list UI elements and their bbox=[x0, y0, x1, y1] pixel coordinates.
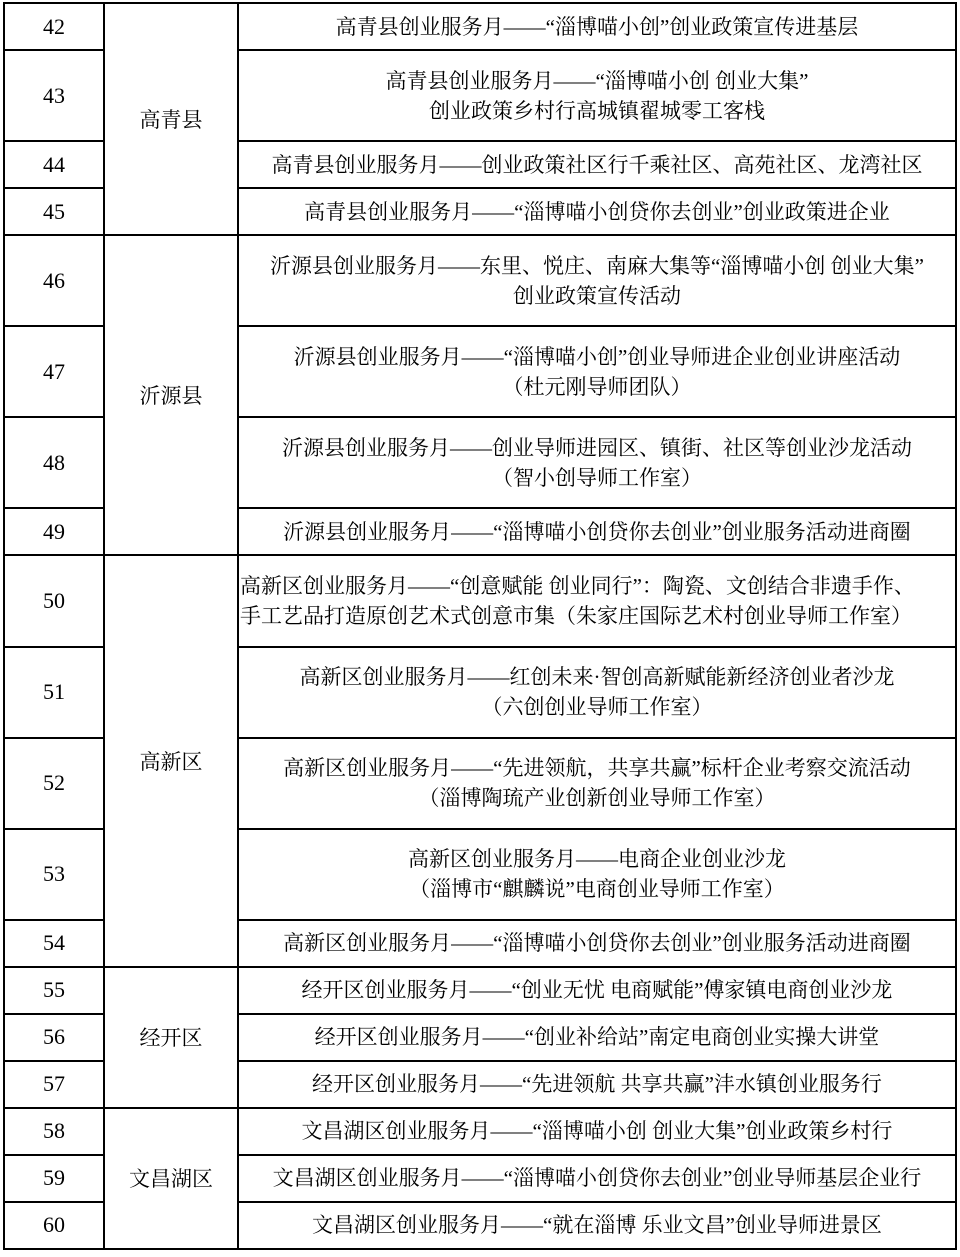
activity-cell bbox=[238, 1014, 956, 1061]
row-number: 56 bbox=[4, 1014, 104, 1061]
activity-cell bbox=[238, 647, 956, 738]
activity-line: 高青县创业服务月——“淄博喵小创”创业政策宣传进基层 bbox=[335, 14, 859, 39]
activity-cell bbox=[238, 1061, 956, 1108]
activity-line: 高青县创业服务月——“淄博喵小创贷你去创业”创业政策进企业 bbox=[304, 199, 890, 224]
row-number: 60 bbox=[4, 1202, 104, 1249]
activity-line: 高青县创业服务月——“淄博喵小创 创业大集” bbox=[385, 68, 809, 93]
activity-line: 高新区创业服务月——红创未来·智创高新赋能新经济创业者沙龙 bbox=[299, 665, 895, 690]
activity-cell bbox=[238, 920, 956, 967]
activity-line: 高新区创业服务月——电商企业创业沙龙 bbox=[408, 847, 786, 872]
row-number: 55 bbox=[4, 967, 104, 1014]
table-row bbox=[4, 967, 956, 1014]
activity-line: （杜元刚导师团队） bbox=[502, 374, 692, 399]
activity-cell bbox=[238, 188, 956, 235]
activity-line: 文昌湖区创业服务月——“淄博喵小创 创业大集”创业政策乡村行 bbox=[301, 1119, 893, 1144]
activity-cell bbox=[238, 1202, 956, 1249]
activity-line: 经开区创业服务月——“先进领航 共享共赢”沣水镇创业服务行 bbox=[312, 1072, 882, 1097]
activity-cell bbox=[238, 235, 956, 326]
row-number: 52 bbox=[4, 738, 104, 829]
activity-line: （淄博市“麒麟说”电商创业导师工作室） bbox=[409, 877, 785, 902]
row-number: 49 bbox=[4, 508, 104, 555]
district-cell-yiyuan: 沂源县 bbox=[104, 235, 238, 555]
activity-line: 文昌湖区创业服务月——“淄博喵小创贷你去创业”创业导师基层企业行 bbox=[272, 1166, 922, 1191]
activity-line: 经开区创业服务月——“创业补给站”南定电商创业实操大讲堂 bbox=[314, 1025, 880, 1050]
activity-cell bbox=[238, 326, 956, 417]
district-cell-wenchanghu: 文昌湖区 bbox=[104, 1108, 238, 1249]
activity-line: 高新区创业服务月——“创意赋能 创业同行”：陶瓷、文创结合非遗手作、 bbox=[240, 573, 915, 598]
row-number: 44 bbox=[4, 141, 104, 188]
activity-line: （六创创业导师工作室） bbox=[481, 695, 713, 720]
row-number: 48 bbox=[4, 417, 104, 508]
row-number: 46 bbox=[4, 235, 104, 326]
row-number: 42 bbox=[4, 3, 104, 50]
district-cell-gaoxin: 高新区 bbox=[104, 555, 238, 966]
activity-cell bbox=[238, 417, 956, 508]
table-row bbox=[4, 235, 956, 326]
row-number: 50 bbox=[4, 555, 104, 646]
activity-line: 高新区创业服务月——“淄博喵小创贷你去创业”创业服务活动进商圈 bbox=[283, 931, 911, 956]
activity-line: 文昌湖区创业服务月——“就在淄博 乐业文昌”创业导师进景区 bbox=[312, 1213, 882, 1238]
activity-cell bbox=[238, 829, 956, 920]
row-number: 57 bbox=[4, 1061, 104, 1108]
activity-cell bbox=[238, 555, 956, 646]
activity-cell bbox=[238, 141, 956, 188]
table-row bbox=[4, 555, 956, 646]
activity-cell bbox=[238, 738, 956, 829]
activity-line: 高新区创业服务月——“先进领航，共享共赢”标杆企业考察交流活动 bbox=[283, 756, 911, 781]
activity-line: 创业政策乡村行高城镇翟城零工客栈 bbox=[429, 98, 765, 123]
activity-cell bbox=[238, 967, 956, 1014]
table-row bbox=[4, 3, 956, 50]
district-cell-gaoqing: 高青县 bbox=[104, 3, 238, 235]
activity-cell bbox=[238, 3, 956, 50]
row-number: 47 bbox=[4, 326, 104, 417]
activity-cell bbox=[238, 50, 956, 141]
row-number: 51 bbox=[4, 647, 104, 738]
table-row bbox=[4, 1108, 956, 1155]
activity-line: 高青县创业服务月——创业政策社区行千乘社区、高苑社区、龙湾社区 bbox=[271, 152, 923, 177]
row-number: 59 bbox=[4, 1155, 104, 1202]
activity-line: （淄博陶琉产业创新创业导师工作室） bbox=[418, 786, 776, 811]
district-cell-jingkai: 经开区 bbox=[104, 967, 238, 1108]
activity-line: 沂源县创业服务月——创业导师进园区、镇街、社区等创业沙龙活动 bbox=[282, 435, 912, 460]
activity-line: 沂源县创业服务月——“淄博喵小创”创业导师进企业创业讲座活动 bbox=[293, 344, 901, 369]
row-number: 45 bbox=[4, 188, 104, 235]
row-number: 54 bbox=[4, 920, 104, 967]
activity-line: （智小创导师工作室） bbox=[492, 465, 702, 490]
activity-line: 创业政策宣传活动 bbox=[513, 283, 681, 308]
row-number: 58 bbox=[4, 1108, 104, 1155]
activity-line: 手工艺品打造原创艺术式创意市集（朱家庄国际艺术村创业导师工作室） bbox=[240, 603, 912, 628]
activity-cell bbox=[238, 1108, 956, 1155]
activity-line: 经开区创业服务月——“创业无忧 电商赋能”傅家镇电商创业沙龙 bbox=[301, 978, 893, 1003]
row-number: 43 bbox=[4, 50, 104, 141]
activity-line: 沂源县创业服务月——“淄博喵小创贷你去创业”创业服务活动进商圈 bbox=[283, 519, 911, 544]
activities-table bbox=[3, 2, 957, 1250]
activity-line: 沂源县创业服务月——东里、悦庄、南麻大集等“淄博喵小创 创业大集” bbox=[270, 253, 924, 278]
row-number: 53 bbox=[4, 829, 104, 920]
activity-cell bbox=[238, 508, 956, 555]
activity-cell bbox=[238, 1155, 956, 1202]
